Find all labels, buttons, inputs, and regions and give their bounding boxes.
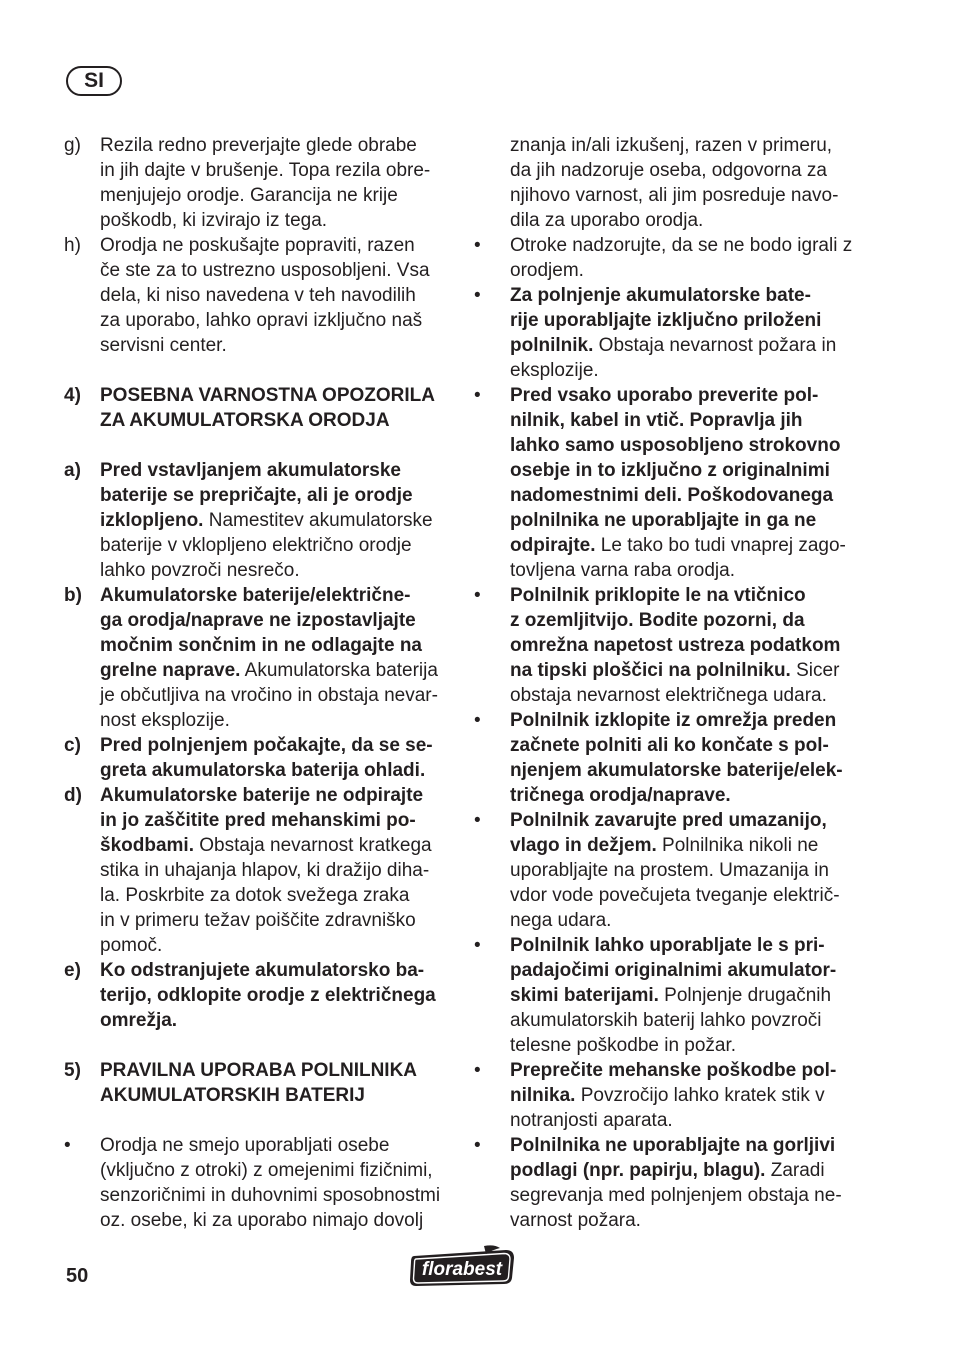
list-marker: e) [64,960,81,981]
bullet-item [64,1133,454,1233]
text-line [100,558,454,583]
text-line [510,708,864,733]
bold-text: padajočimi originalnimi akumulator- [510,960,837,981]
body-text: servisni center. [100,335,227,356]
bullet-item [474,383,864,583]
list-marker: h) [64,235,81,256]
text-line [510,958,864,983]
body-text: Orodja ne poskušajte popraviti, razen [100,235,415,256]
bullet-marker: • [474,810,481,831]
bold-text: polnilnik. [510,335,594,356]
item-text [510,283,864,383]
body-text: obstaja nevarnost električnega udara. [510,685,827,706]
body-text: notranjosti aparata. [510,1110,673,1131]
bold-text: Pred vsako uporabo preverite pol- [510,385,819,406]
text-line [510,183,864,208]
body-text: Akumulatorska baterija [240,660,438,681]
item-text [100,958,454,1033]
text-line [100,933,454,958]
left-column [64,133,454,1233]
bullet-marker: • [474,285,481,306]
list-item-e [64,958,454,1033]
list-marker: b) [64,585,82,606]
list-item-a [64,458,454,583]
text-line [100,683,454,708]
body-text: in jih dajte v brušenje. Topa rezila obre- [100,160,431,181]
text-line [510,733,864,758]
body-text: stika in uhajanja hlapov, ki dražijo diha- [100,860,430,881]
text-line [100,908,454,933]
body-text: baterije v vklopljeno električno orodje [100,535,412,556]
text-line [510,883,864,908]
body-text: Sicer [790,660,840,681]
body-text: nost eksplozije. [100,710,230,731]
body-text: za uporabo, lahko opravi izključno naš [100,310,423,331]
item-text [510,708,864,808]
text-line [100,758,454,783]
bold-text: škodbami. [100,835,194,856]
bold-text: omrežna napetost ustreza podatkom [510,635,841,656]
bold-text: Za polnjenje akumulatorske bate- [510,285,811,306]
bold-text: POSEBNA VARNOSTNA OPOZORILA [100,385,435,406]
item-text [100,458,454,583]
item-text [100,583,454,733]
item-text [510,383,864,583]
bold-text: na tipski ploščici na polnilniku. [510,660,791,681]
text-line [510,933,864,958]
text-line [510,208,864,233]
bold-text: PRAVILNA UPORABA POLNILNIKA [100,1060,418,1081]
bold-text: Polnilnik zavarujte pred umazanijo, [510,810,827,831]
text-line [510,1183,864,1208]
item-text [510,583,864,708]
bold-text: osebje in to izključno z originalnimi [510,460,830,481]
text-line [100,458,454,483]
text-line [100,483,454,508]
text-line [100,783,454,808]
list-item-g [64,133,454,233]
list-marker [474,133,510,233]
text-line [100,408,454,433]
text-line [100,383,454,408]
bold-text: Pred polnjenjem počakajte, da se se- [100,735,433,756]
text-line [510,783,864,808]
text-line [100,958,454,983]
text-line [510,1058,864,1083]
text-line [510,833,864,858]
body-text: nega udara. [510,910,612,931]
body-text: dila za uporabo orodja. [510,210,704,231]
language-badge [66,66,122,96]
text-line [510,408,864,433]
text-line [100,533,454,558]
continued-paragraph [474,133,864,233]
item-text [100,733,454,783]
bold-text: in jo zaščitite pred mehanskimi po- [100,810,416,831]
item-text [100,233,454,358]
text-line [100,1183,454,1208]
text-line [100,1008,454,1033]
text-line [100,1158,454,1183]
bullet-marker: • [474,585,481,606]
bold-text: izklopljeno. [100,510,204,531]
item-text [100,133,454,233]
text-line [510,333,864,358]
list-item-c [64,733,454,783]
text-line [510,458,864,483]
list-item-b [64,583,454,733]
bullet-item [474,808,864,933]
paragraph-spacer [64,358,454,383]
list-marker: 4) [64,385,81,406]
bold-text: z ozemljitvijo. Bodite pozorni, da [510,610,805,631]
body-text: orodjem. [510,260,584,281]
body-text: Rezila redno preverjajte glede obrabe [100,135,417,156]
text-line [100,983,454,1008]
bold-text: vlago in dežjem. [510,835,657,856]
bold-text: omrežja. [100,1010,178,1031]
body-text: menjujejo orodje. Garancija ne krije [100,185,398,206]
body-text: dela, ki niso navedena v teh navodilih [100,285,416,306]
bold-text: rije uporabljajte izključno priloženi [510,310,822,331]
list-marker: c) [64,735,81,756]
text-line [510,608,864,633]
section-heading [64,1058,454,1108]
bold-text: Polnilnika ne uporabljajte na gorljivi [510,1135,836,1156]
body-text: Le tako bo tudi vnaprej zago- [595,535,846,556]
section-heading [64,383,454,433]
page-number: 50 [66,1265,89,1287]
bold-text: Polnilnik lahko uporabljate le s pri- [510,935,825,956]
text-line [510,358,864,383]
body-text: senzoričnimi in duhovnimi sposobnostmi [100,1185,441,1206]
text-line [510,658,864,683]
logo-text: florabest [421,1259,503,1280]
body-text: varnost požara. [510,1210,641,1231]
text-line [100,283,454,308]
text-line [510,858,864,883]
bold-text: Polnilnik izklopite iz omrežja preden [510,710,837,731]
bullet-item [474,283,864,383]
text-line [510,1158,864,1183]
bullet-marker: • [474,935,481,956]
bullet-item [474,1058,864,1133]
bullet-marker: • [474,1135,481,1156]
text-line [100,1058,454,1083]
body-text: Obstaja nevarnost požara in [593,335,837,356]
list-marker: 5) [64,1060,81,1081]
body-text: segrevanja med polnjenjem obstaja ne- [510,1185,842,1206]
text-line [510,433,864,458]
bold-text: baterije se prepričajte, ali je orodje [100,485,413,506]
list-item-d [64,783,454,958]
bullet-item [474,233,864,283]
bullet-marker: • [474,235,481,256]
bold-text: terijo, odklopite orodje z električnega [100,985,436,1006]
text-line [510,283,864,308]
text-line [100,658,454,683]
body-text: in v primeru težav poiščite zdravniško [100,910,416,931]
body-text: telesne poškodbe in požar. [510,1035,737,1056]
body-text: eksplozije. [510,360,599,381]
bullet-item [474,583,864,708]
text-line [100,608,454,633]
bold-text: nilnik, kabel in vtič. Popravlja jih [510,410,803,431]
paragraph-spacer [64,1108,454,1133]
body-text: Orodja ne smejo uporabljati osebe [100,1135,390,1156]
bold-text: njenjem akumulatorske baterije/elek- [510,760,843,781]
text-line [100,733,454,758]
text-line [100,208,454,233]
bullet-marker: • [474,1060,481,1081]
item-text [510,133,864,233]
body-text: pomoč. [100,935,163,956]
text-line [100,833,454,858]
item-text [510,1133,864,1233]
body-text: Polnjenje drugačnih [658,985,832,1006]
bold-text: močnim sončnim in ne odlagajte na [100,635,422,656]
bullet-item [474,933,864,1058]
body-text: njihovo varnost, ali jim posreduje navo- [510,185,839,206]
text-line [100,583,454,608]
bold-text: skimi baterijami. [510,985,659,1006]
body-text: Namestitev akumulatorske [203,510,433,531]
body-text: Polnilnika nikoli ne [656,835,819,856]
text-line [100,308,454,333]
bold-text: polnilnika ne uporabljajte in ga ne [510,510,817,531]
bold-text: greta akumulatorska baterija ohladi. [100,760,426,781]
text-line [510,1033,864,1058]
text-line [510,1008,864,1033]
body-text: tovljena varna raba orodja. [510,560,735,581]
body-text: oz. osebe, ki za uporabo nimajo dovolj [100,1210,424,1231]
text-line [510,383,864,408]
body-text: akumulatorskih baterij lahko povzroči [510,1010,822,1031]
text-line [100,183,454,208]
text-line [510,1108,864,1133]
item-text [510,933,864,1058]
text-line [510,683,864,708]
body-text: poškodb, ki izvirajo iz tega. [100,210,328,231]
list-marker: g) [64,135,81,156]
text-line [510,133,864,158]
body-text: da jih nadzoruje oseba, odgovorna za [510,160,827,181]
florabest-logo [408,1244,518,1290]
body-text: la. Poskrbite za dotok svežega zraka [100,885,410,906]
paragraph-spacer [64,1033,454,1058]
language-code: SI [84,69,104,92]
text-line [100,158,454,183]
body-text: Obstaja nevarnost kratkega [193,835,432,856]
text-line [510,808,864,833]
bullet-marker: • [474,710,481,731]
bold-text: AKUMULATORSKIH BATERIJ [100,1085,365,1106]
item-text [100,383,454,433]
bold-text: podlagi (npr. papirju, blagu). [510,1160,766,1181]
bold-text: ZA AKUMULATORSKA ORODJA [100,410,390,431]
body-text: vdor vode povečujeta tveganje električ- [510,885,840,906]
text-line [510,908,864,933]
right-column [474,133,864,1233]
text-line [100,1083,454,1108]
bullet-marker: • [64,1135,71,1156]
text-line [100,508,454,533]
text-line [510,583,864,608]
text-line [510,983,864,1008]
text-line [100,233,454,258]
text-line [510,533,864,558]
item-text [510,808,864,933]
bold-text: grelne naprave. [100,660,241,681]
item-text [510,233,864,283]
text-line [100,808,454,833]
bullet-item [474,708,864,808]
text-line [510,233,864,258]
text-line [510,1133,864,1158]
body-text: Otroke nadzorujte, da se ne bodo igrali z [510,235,853,256]
text-line [100,633,454,658]
bold-text: Pred vstavljanjem akumulatorske [100,460,401,481]
text-line [100,258,454,283]
bold-text: Akumulatorske baterije ne odpirajte [100,785,424,806]
text-line [100,1208,454,1233]
text-line [510,633,864,658]
item-text [100,1058,454,1108]
bold-text: Akumulatorske baterije/električne- [100,585,411,606]
text-line [510,1083,864,1108]
list-marker: d) [64,785,82,806]
bold-text: odpirajte. [510,535,596,556]
bold-text: Preprečite mehanske poškodbe pol- [510,1060,837,1081]
text-line [510,258,864,283]
bold-text: lahko samo usposobljeno strokovno [510,435,841,456]
text-line [100,883,454,908]
bold-text: ga orodja/naprave ne izpostavljajte [100,610,416,631]
item-text [510,1058,864,1133]
list-item-h [64,233,454,358]
text-line [510,308,864,333]
bullet-item [474,1133,864,1233]
body-text: Povzročijo lahko kratek stik v [575,1085,825,1106]
bold-text: Ko odstranjujete akumulatorsko ba- [100,960,425,981]
bold-text: začnete polniti ali ko končate s pol- [510,735,829,756]
text-line [510,558,864,583]
bold-text: nilnika. [510,1085,576,1106]
item-text [100,783,454,958]
bold-text: Polnilnik priklopite le na vtičnico [510,585,806,606]
text-line [100,1133,454,1158]
text-line [510,158,864,183]
text-line [100,858,454,883]
bullet-marker: • [474,385,481,406]
list-marker: a) [64,460,81,481]
body-text: je občutljiva na vročino in obstaja nevar- [100,685,438,706]
body-text: Zaradi [765,1160,825,1181]
body-text: (vključno z otroki) z omejenimi fizičnimi, [100,1160,433,1181]
text-line [510,508,864,533]
text-line [510,1208,864,1233]
body-text: uporabljajte na prostem. Umazanija in [510,860,829,881]
text-line [510,483,864,508]
body-text: če ste za to ustrezno usposobljeni. Vsa [100,260,430,281]
text-line [100,133,454,158]
text-line [100,708,454,733]
text-line [100,333,454,358]
body-text: lahko povzroči nesrečo. [100,560,300,581]
paragraph-spacer [64,433,454,458]
bold-text: tričnega orodja/naprave. [510,785,731,806]
item-text [100,1133,454,1233]
text-line [510,758,864,783]
bold-text: nadomestnimi deli. Poškodovanega [510,485,834,506]
body-text: znanja in/ali izkušenj, razen v primeru, [510,135,833,156]
